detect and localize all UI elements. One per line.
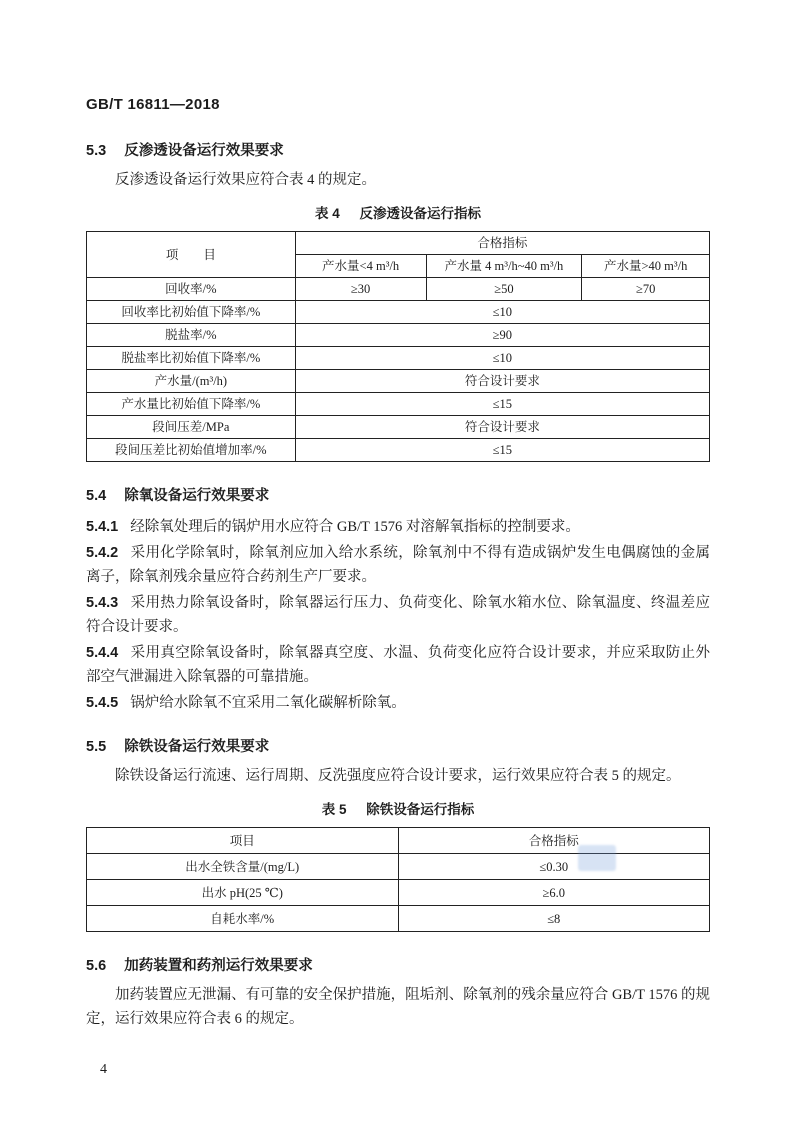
clause-text: 采用化学除氧时，除氧剂应加入给水系统，除氧剂中不得有造成锅炉发生电偶腐蚀的金属离子，除氧剂残余量应符合药剂生产厂要求。 bbox=[86, 545, 710, 585]
section-title: 除铁设备运行效果要求 bbox=[124, 739, 270, 755]
table-row bbox=[87, 393, 710, 416]
section-title: 除氧设备运行效果要求 bbox=[124, 488, 270, 504]
clause-text: 经除氧处理后的锅炉用水应符合 GB/T 1576 对溶解氧指标的控制要求。 bbox=[130, 519, 580, 535]
table5-header-pass: 合格指标 bbox=[398, 828, 710, 854]
row-value: ≥90 bbox=[295, 324, 709, 347]
table5-iron-removal-indicators bbox=[86, 827, 710, 932]
table-row bbox=[87, 347, 710, 370]
row-value: ≤10 bbox=[295, 347, 709, 370]
row-label: 产水量/(m³/h) bbox=[87, 370, 296, 393]
clause-5-4-3 bbox=[86, 591, 710, 639]
clause-5-4-1 bbox=[86, 515, 710, 539]
row-label: 脱盐率/% bbox=[87, 324, 296, 347]
section-5-5-paragraph: 除铁设备运行流速、运行周期、反洗强度应符合设计要求，运行效果应符合表 5 的规定。 bbox=[115, 768, 681, 784]
section-title: 加药装置和药剂运行效果要求 bbox=[124, 958, 313, 974]
section-heading-5-5 bbox=[86, 737, 710, 757]
row-value: ≤15 bbox=[295, 439, 709, 462]
section-title: 反渗透设备运行效果要求 bbox=[124, 143, 284, 159]
section-number: 5.6 bbox=[86, 958, 107, 974]
row-label: 回收率比初始值下降率/% bbox=[87, 301, 296, 324]
clause-number: 5.4.4 bbox=[86, 645, 119, 661]
table-row bbox=[87, 301, 710, 324]
table4-header-item: 项 目 bbox=[87, 232, 296, 278]
clause-number: 5.4.5 bbox=[86, 695, 119, 711]
row-value: 符合设计要求 bbox=[295, 416, 709, 439]
clause-number: 5.4.1 bbox=[86, 519, 119, 535]
row-value: ≥6.0 bbox=[398, 880, 710, 906]
row-label: 出水 pH(25 ℃) bbox=[87, 880, 399, 906]
watermark-stamp bbox=[578, 845, 616, 871]
row-label: 段间压差/MPa bbox=[87, 416, 296, 439]
row-value: 符合设计要求 bbox=[295, 370, 709, 393]
table4-caption bbox=[86, 205, 710, 223]
table5-caption-title: 除铁设备运行指标 bbox=[366, 802, 475, 817]
table5-header-item: 项目 bbox=[87, 828, 399, 854]
clause-text: 锅炉给水除氧不宜采用二氧化碳解析除氧。 bbox=[130, 695, 406, 711]
standard-number: GB/T 16811—2018 bbox=[86, 96, 220, 113]
table-row bbox=[87, 324, 710, 347]
table4-subcol-2: 产水量 4 m³/h~40 m³/h bbox=[426, 255, 582, 278]
table-row bbox=[87, 439, 710, 462]
table-row bbox=[87, 416, 710, 439]
table-row bbox=[87, 880, 710, 906]
table4-caption-title: 反渗透设备运行指标 bbox=[359, 206, 482, 221]
row-label: 段间压差比初始值增加率/% bbox=[87, 439, 296, 462]
row-value: ≤0.30 bbox=[398, 854, 710, 880]
section-number: 5.5 bbox=[86, 739, 107, 755]
table-row bbox=[87, 232, 710, 255]
clause-text: 采用热力除氧设备时，除氧器运行压力、负荷变化、除氧水箱水位、除氧温度、终温差应符合设计要求。 bbox=[86, 595, 710, 635]
table-row bbox=[87, 370, 710, 393]
row-label: 出水全铁含量/(mg/L) bbox=[87, 854, 399, 880]
clause-5-4-2 bbox=[86, 541, 710, 589]
section-number: 5.4 bbox=[86, 488, 107, 504]
table5-caption bbox=[86, 801, 710, 819]
row-value: ≥30 bbox=[295, 278, 426, 301]
clause-5-4-5 bbox=[86, 691, 710, 715]
section-number: 5.3 bbox=[86, 143, 107, 159]
table4-ro-operation-indicators bbox=[86, 231, 710, 462]
table5-caption-label: 表 5 bbox=[321, 802, 347, 817]
clause-text: 采用真空除氧设备时，除氧器真空度、水温、负荷变化应符合设计要求，并应采取防止外部空气泄漏进入除氧器的可靠措施。 bbox=[86, 645, 710, 685]
table4-caption-label: 表 4 bbox=[314, 206, 340, 221]
table-row bbox=[87, 278, 710, 301]
table4-header-pass: 合格指标 bbox=[295, 232, 709, 255]
table4-subcol-1: 产水量<4 m³/h bbox=[295, 255, 426, 278]
section-heading-5-6 bbox=[86, 956, 710, 976]
clause-number: 5.4.2 bbox=[86, 545, 119, 561]
row-value: ≥70 bbox=[582, 278, 710, 301]
table-row bbox=[87, 828, 710, 854]
row-value: ≥50 bbox=[426, 278, 582, 301]
row-label: 脱盐率比初始值下降率/% bbox=[87, 347, 296, 370]
row-label: 回收率/% bbox=[87, 278, 296, 301]
section-heading-5-4 bbox=[86, 486, 710, 506]
table-row bbox=[87, 906, 710, 932]
table4-subcol-3: 产水量>40 m³/h bbox=[582, 255, 710, 278]
table-row bbox=[87, 854, 710, 880]
section-heading-5-3 bbox=[86, 141, 710, 161]
clause-number: 5.4.3 bbox=[86, 595, 119, 611]
section-5-3-paragraph: 反渗透设备运行效果应符合表 4 的规定。 bbox=[115, 172, 376, 188]
page-number: 4 bbox=[100, 1062, 107, 1077]
clause-5-4-4 bbox=[86, 641, 710, 689]
row-value: ≤10 bbox=[295, 301, 709, 324]
row-label: 产水量比初始值下降率/% bbox=[87, 393, 296, 416]
section-5-6-paragraph: 加药装置应无泄漏、有可靠的安全保护措施，阻垢剂、除氧剂的残余量应符合 GB/T 1576 的规定，运行效果应符合表 6 的规定。 bbox=[86, 987, 710, 1027]
row-label: 自耗水率/% bbox=[87, 906, 399, 932]
row-value: ≤8 bbox=[398, 906, 710, 932]
row-value: ≤15 bbox=[295, 393, 709, 416]
